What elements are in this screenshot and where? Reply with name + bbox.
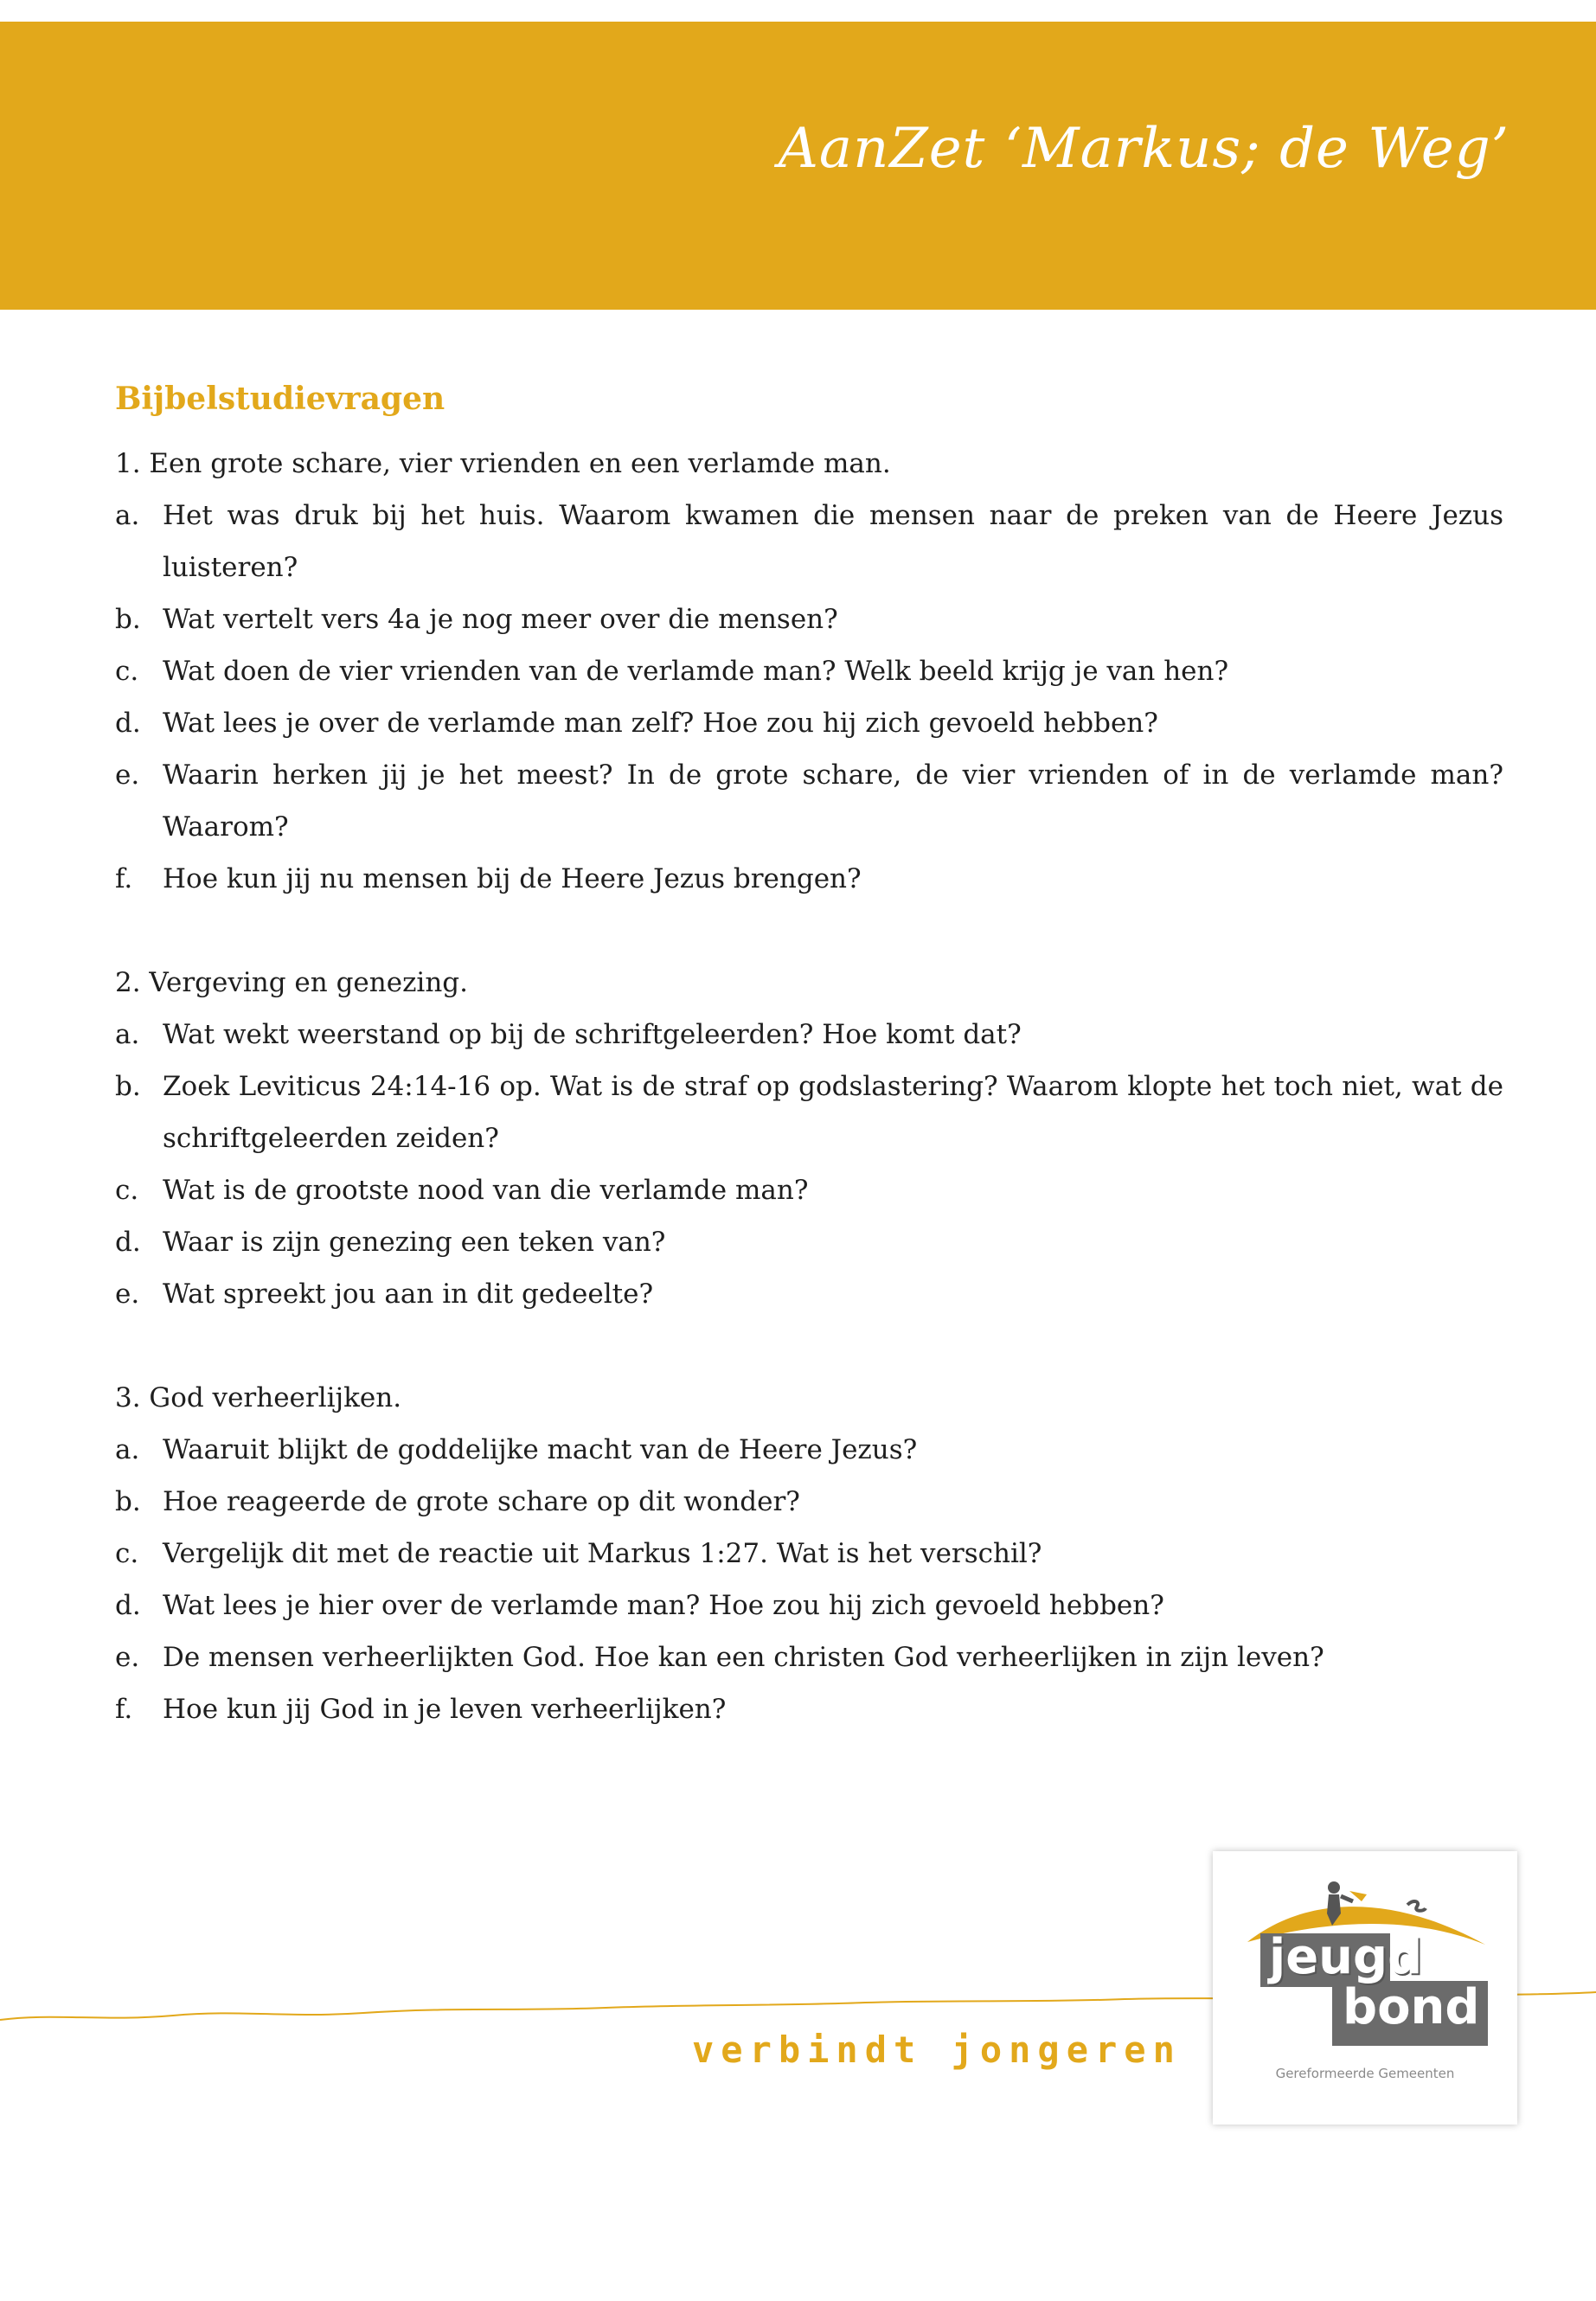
question-item <box>115 1424 1503 1476</box>
item-text: Zoek Leviticus 24:14-16 op. Wat is de straf op godslastering? Waarom klopte het toch niet, wat de schriftgeleerden zeiden? <box>163 1071 1503 1154</box>
question-item <box>115 1009 1503 1061</box>
header-banner <box>0 22 1596 310</box>
question-item <box>115 645 1503 697</box>
item-text: Wat wekt weerstand op bij de schriftgeleerden? Hoe komt dat? <box>163 1019 1022 1050</box>
page-title: AanZet ‘Markus; de Weg’ <box>778 117 1509 181</box>
logo-word-jeugd: jeugd <box>1269 1929 1423 1985</box>
question-item <box>115 1528 1503 1580</box>
item-text: Hoe kun jij nu mensen bij de Heere Jezus brengen? <box>163 863 862 894</box>
item-text: Wat vertelt vers 4a je nog meer over die mensen? <box>163 604 838 635</box>
question-item <box>115 593 1503 645</box>
question-item <box>115 1061 1503 1164</box>
item-letter: f. <box>115 863 133 894</box>
question-item <box>115 1631 1503 1683</box>
item-letter: b. <box>115 1071 141 1102</box>
item-letter: c. <box>115 656 139 687</box>
item-letter: d. <box>115 708 141 739</box>
item-text: Waar is zijn genezing een teken van? <box>163 1227 666 1258</box>
item-letter: a. <box>115 1019 140 1050</box>
jeugdbond-logo <box>1213 1851 1517 2125</box>
item-letter: d. <box>115 1590 141 1621</box>
item-text: Wat doen de vier vrienden van de verlamde man? Welk beeld krijg je van hen? <box>163 656 1229 687</box>
item-letter: b. <box>115 604 141 635</box>
item-letter: f. <box>115 1694 133 1725</box>
item-text: Wat spreekt jou aan in dit gedeelte? <box>163 1279 654 1310</box>
question-title: 1. Een grote schare, vier vrienden en een verlamde man. <box>115 448 891 479</box>
item-text: Wat lees je hier over de verlamde man? Hoe zou hij zich gevoeld hebben? <box>163 1590 1164 1621</box>
item-letter: d. <box>115 1227 141 1258</box>
question-title: 2. Vergeving en genezing. <box>115 967 468 998</box>
item-letter: c. <box>115 1175 139 1206</box>
question-item <box>115 749 1503 853</box>
item-text: Wat lees je over de verlamde man zelf? Hoe zou hij zich gevoeld hebben? <box>163 708 1158 739</box>
item-letter: e. <box>115 760 140 791</box>
item-letter: c. <box>115 1538 139 1569</box>
logo-subtitle: Gereformeerde Gemeenten <box>1275 2066 1455 2081</box>
question-item <box>115 853 1503 905</box>
item-letter: a. <box>115 500 140 531</box>
item-text: Waarin herken jij je het meest? In de grote schare, de vier vrienden of in de verlamde man? Waarom? <box>163 760 1503 843</box>
item-text: Waaruit blijkt de goddelijke macht van de Heere Jezus? <box>163 1434 918 1465</box>
item-letter: a. <box>115 1434 140 1465</box>
tagline: verbindt jongeren <box>692 2029 1182 2071</box>
question-item <box>115 1164 1503 1216</box>
question-item <box>115 1268 1503 1320</box>
question-item <box>115 697 1503 749</box>
item-text: Hoe kun jij God in je leven verheerlijken? <box>163 1694 727 1725</box>
item-letter: e. <box>115 1279 140 1310</box>
question-section-3 <box>115 1372 1503 1735</box>
item-letter: b. <box>115 1486 141 1517</box>
question-item <box>115 490 1503 593</box>
section-spacer <box>115 905 1503 957</box>
question-item <box>115 1683 1503 1735</box>
item-text: De mensen verheerlijkten God. Hoe kan een christen God verheerlijken in zijn leven? <box>163 1642 1324 1673</box>
question-section-2 <box>115 957 1503 1320</box>
item-text: Vergelijk dit met de reactie uit Markus 1:27. Wat is het verschil? <box>163 1538 1042 1569</box>
item-letter: e. <box>115 1642 140 1673</box>
logo-word-bond: bond <box>1343 1979 1480 2035</box>
question-section-1 <box>115 438 1503 905</box>
section-heading: Bijbelstudievragen <box>115 381 445 417</box>
question-item <box>115 1216 1503 1268</box>
document-body <box>115 381 1503 1735</box>
question-title: 3. God verheerlijken. <box>115 1382 402 1413</box>
item-text: Het was druk bij het huis. Waarom kwamen die mensen naar de preken van de Heere Jezus luisteren? <box>163 500 1503 583</box>
section-spacer <box>115 1320 1503 1372</box>
item-text: Wat is de grootste nood van die verlamde man? <box>163 1175 809 1206</box>
question-item <box>115 1580 1503 1631</box>
item-text: Hoe reageerde de grote schare op dit wonder? <box>163 1486 800 1517</box>
question-item <box>115 1476 1503 1528</box>
